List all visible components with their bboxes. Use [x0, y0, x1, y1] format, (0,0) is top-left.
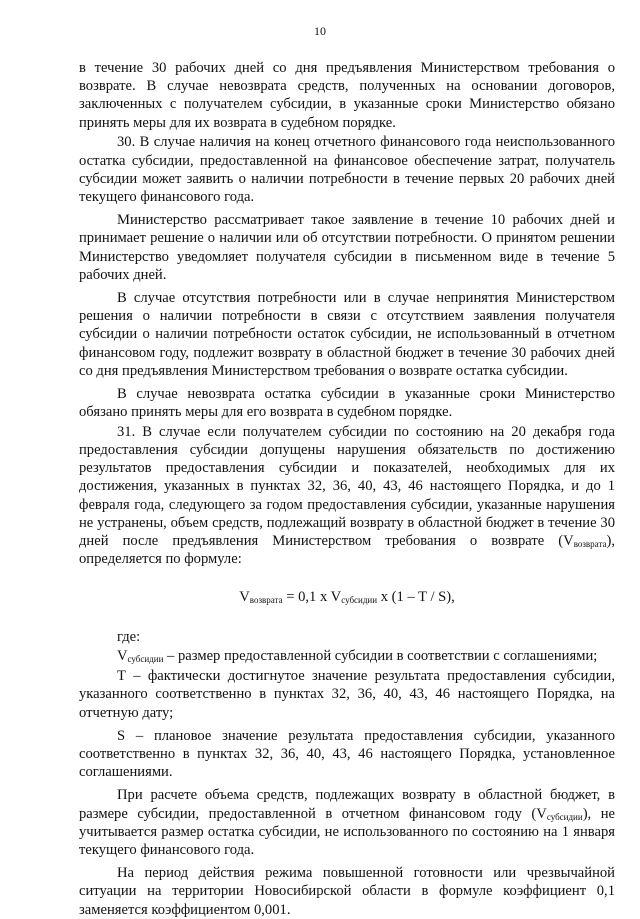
where-label: где:: [117, 628, 141, 645]
formula: [79, 588, 615, 606]
paragraph-31-text: 31. В случае если получателем субсидии по состоянию на 20 декабря года предоставления субсидии допущены нарушения обязательств по достижению результатов предоставления субсидии и показателей, необходимых для их достижения, указанных в пунктах 32, 36, 40, 43, 46 настоящего Порядка, и до 1 февраля года, следующего за годом предоставления субсидии, указанные нарушения не устранены, объем средств, подлежащий возврату в областной бюджет в течение 30 дней после предъявления Министерством требования о возврате (V: [79, 423, 615, 550]
formula-sub-return: возврата: [249, 595, 283, 606]
calculation-tail: ), не учитывается размер остатка субсидии, не использованного по состоянию на 1 января текущего финансового года.: [79, 805, 615, 858]
paragraph-31-tail: ), определяется по формуле:: [79, 533, 615, 568]
paragraph-non-return: В случае невозврата остатка субсидии в указанные сроки Министерство обязано принять меры для его возврата в судебном порядке.: [79, 385, 615, 421]
paragraph-calculation: [79, 786, 615, 859]
definition-t: Т – фактически достигнутое значение результата предоставления субсидии, указанного соответственно в пунктах 32, 36, 40, 43, 46 настоящего Порядка, на отчетную дату;: [79, 668, 615, 721]
paragraph-emergency: На период действия режима повышенной готовности или чрезвычайной ситуации на территории Новосибирской области в формуле коэффициент 0,1 заменяется коэффициентом 0,001.: [79, 865, 615, 918]
formula-sub-subsidy: субсидии: [341, 595, 378, 606]
formula-tail: x (1 – T / S),: [377, 589, 455, 606]
subscript-return: возврата: [573, 539, 607, 550]
document-body: [79, 59, 615, 919]
definition-v-prefix: V: [117, 648, 128, 665]
definition-s: S – плановое значение результата предоставления субсидии, указанного соответственно в пунктах 32, 36, 40, 43, 46 настоящего Порядка, установленное соглашениями.: [79, 727, 615, 781]
paragraph-no-need: В случае отсутствия потребности или в случае непринятия Министерством решения о наличии потребности в связи с отсутствием заявления получателя субсидии о наличии потребности остаток субсидии, не использованный в отчетном финансовом году, подлежит возврату в областной бюджет в течение 30 рабочих дней со дня предъявления Министерством требования о возврате остатка субсидии.: [79, 289, 615, 379]
definition-v-sub: субсидии: [127, 654, 164, 665]
formula-v: V: [239, 589, 250, 606]
definition-v-subsidy: [79, 647, 615, 665]
paragraph-ministry-review: Министерство рассматривает такое заявление в течение 10 рабочих дней и принимает решение о наличии или об отсутствии потребности. О принятом решении Министерство уведомляет получателя субсидии в письменном виде в течение 5 рабочих дней.: [79, 212, 615, 283]
paragraph-30: 30. В случае наличия на конец отчетного финансового года неиспользованного остатка субсидии, предоставленной на финансовое обеспечение затрат, получатель субсидии может заявить о наличии потребности в течение первых 20 рабочих дней текущего финансового года.: [79, 134, 615, 205]
page-number: 10: [314, 24, 326, 38]
calculation-text: При расчете объема средств, подлежащих возврату в областной бюджет, в размере субсидии, предоставленной в отчетном финансовом году (V: [79, 787, 615, 822]
definition-v-text: – размер предоставленной субсидии в соответствии с соглашениями;: [163, 648, 598, 665]
calculation-sub: субсидии: [546, 811, 583, 822]
paragraph-continuation: в течение 30 рабочих дней со дня предъявления Министерством требования о возврате. В случае невозврата средств, полученных на основании договоров, заключенных с получателем субсидии, в указанные сроки Министерство обязано принять меры для их возврата в судебном порядке.: [79, 60, 615, 131]
paragraph-31: [79, 423, 615, 569]
formula-middle: = 0,1 x V: [282, 589, 342, 606]
